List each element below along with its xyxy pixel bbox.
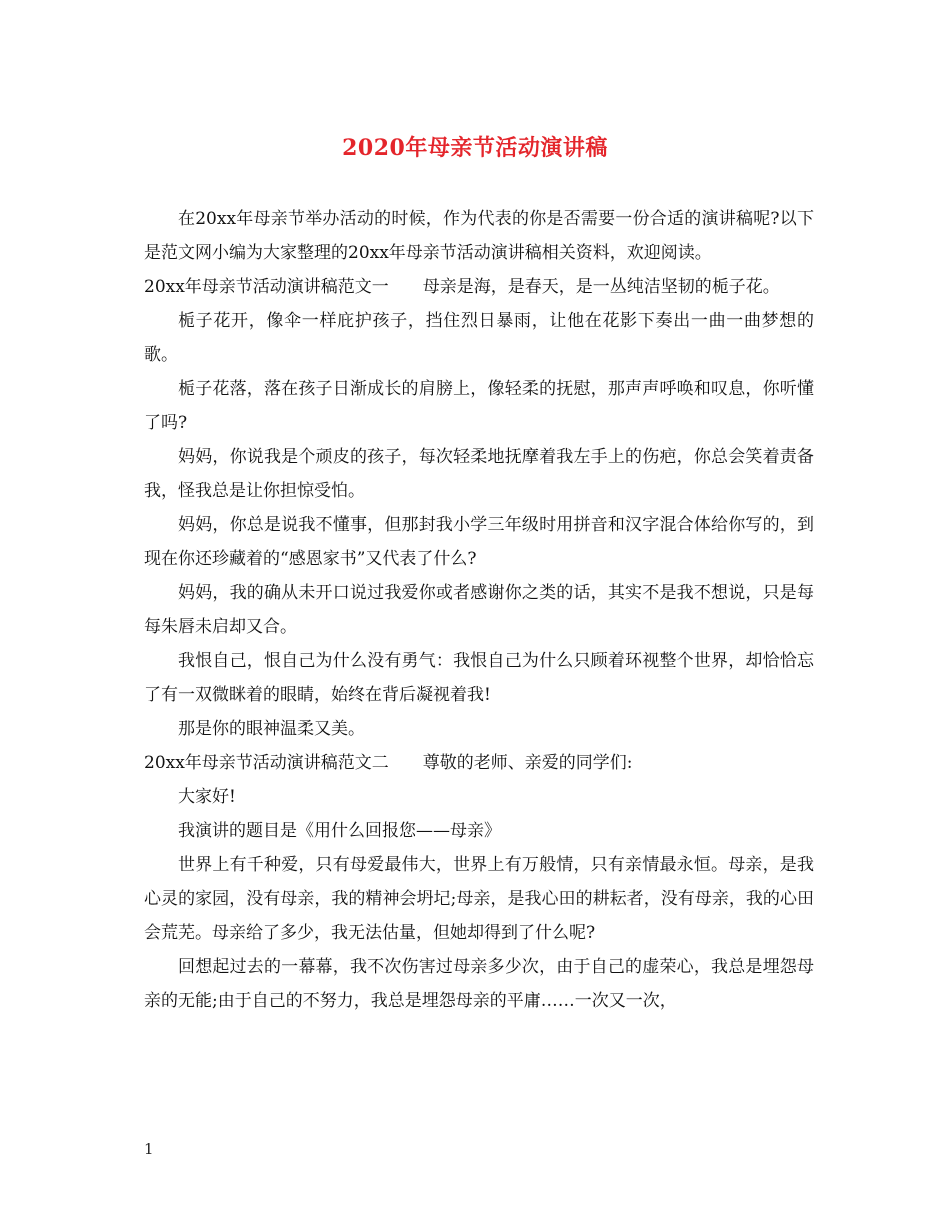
document-title: 2020年母亲节活动演讲稿 <box>342 135 608 161</box>
paragraph: 那是你的眼神温柔又美。 <box>178 719 365 739</box>
document-body <box>144 202 814 1018</box>
paragraph: 栀子花落，落在孩子日渐成长的肩膀上，像轻柔的抚慰，那声声呼唤和叹息，你听懂了吗? <box>144 379 814 433</box>
paragraph: 我恨自己，恨自己为什么没有勇气：我恨自己为什么只顾着环视整个世界，却恰恰忘了有一双微眯着的眼睛，始终在背后凝视着我! <box>144 651 814 705</box>
section-heading-paragraph: 20xx年母亲节活动演讲稿范文二 尊敬的老师、亲爱的同学们: <box>144 753 633 773</box>
paragraph: 我演讲的题目是《用什么回报您——母亲》 <box>178 821 501 841</box>
section-heading-paragraph: 20xx年母亲节活动演讲稿范文一 母亲是海，是春天，是一丛纯洁坚韧的栀子花。 <box>144 277 780 297</box>
paragraph: 回想起过去的一幕幕，我不次伤害过母亲多少次，由于自己的虚荣心，我总是埋怨母亲的无能;由于自己的不努力，我总是埋怨母亲的平庸……一次又一次， <box>144 957 814 1011</box>
page-number: 1 <box>144 1140 154 1158</box>
paragraph: 世界上有千种爱，只有母爱最伟大，世界上有万般情，只有亲情最永恒。母亲，是我心灵的家园，没有母亲，我的精神会坍圮;母亲，是我心田的耕耘者，没有母亲，我的心田会荒芜。母亲给了多少，我无法估量，但她却得到了什么呢? <box>144 855 814 943</box>
paragraph: 在20xx年母亲节举办活动的时候，作为代表的你是否需要一份合适的演讲稿呢?以下是范文网小编为大家整理的20xx年母亲节活动演讲稿相关资料，欢迎阅读。 <box>144 209 814 263</box>
paragraph: 妈妈，你总是说我不懂事，但那封我小学三年级时用拼音和汉字混合体给你写的，到现在你还珍藏着的“感恩家书”又代表了什么? <box>144 515 814 569</box>
paragraph: 栀子花开，像伞一样庇护孩子，挡住烈日暴雨，让他在花影下奏出一曲一曲梦想的歌。 <box>144 311 814 365</box>
paragraph: 妈妈，你说我是个顽皮的孩子，每次轻柔地抚摩着我左手上的伤疤，你总会笑着责备我，怪我总是让你担惊受怕。 <box>144 447 814 501</box>
paragraph: 妈妈，我的确从未开口说过我爱你或者感谢你之类的话，其实不是我不想说，只是每每朱唇未启却又合。 <box>144 583 814 637</box>
paragraph: 大家好! <box>178 787 236 807</box>
